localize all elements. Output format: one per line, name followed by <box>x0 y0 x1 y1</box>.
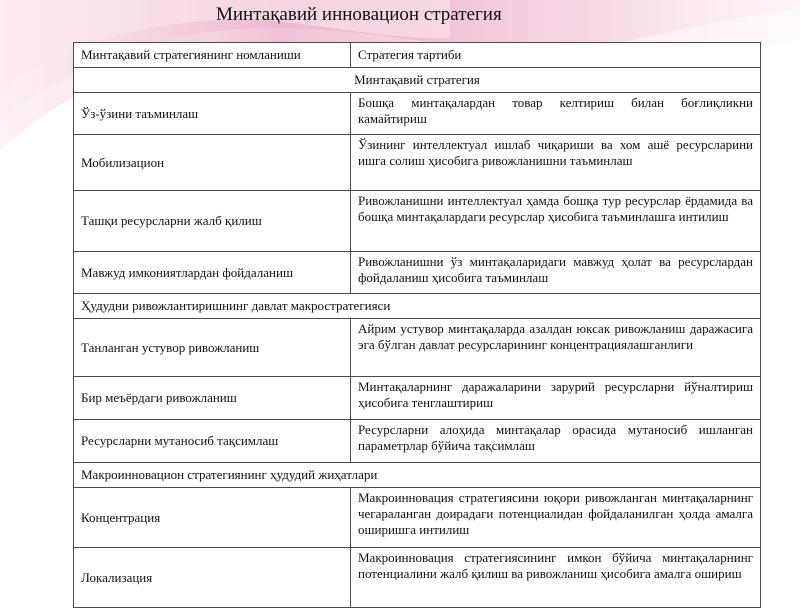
strategy-desc-cell: Ўзининг интеллектуал ишлаб чиқариши ва хом ашё ресурсларини ишга солиш ҳисобига ривожланишни таъминлаш <box>351 135 761 191</box>
slide-title: Минтақавий инновацион стратегия <box>216 4 502 25</box>
table-row <box>74 548 761 608</box>
table-row <box>74 135 761 191</box>
strategy-desc-cell: Ресурсларни алоҳида минтақалар орасида мутаносиб ишланган параметрлар бўйича тақсимлаш <box>351 420 761 463</box>
table-row <box>74 377 761 420</box>
strategy-name-cell: Ўз-ўзини таъминлаш <box>74 93 351 135</box>
table-row <box>74 319 761 377</box>
section-title-macroinnovation: Макроинновацион стратегиянинг ҳудудий жиҳатлари <box>74 463 761 488</box>
strategy-desc-cell: Минтақаларнинг даражаларини зарурий ресурсларни йўналтириш ҳисобига тенглаштириш <box>351 377 761 420</box>
strategy-desc-cell: Ривожланишни ўз минтақаларидаги мавжуд ҳолат ва ресурслардан фойдаланиш ҳисобига таъминлаш <box>351 252 761 294</box>
strategy-name-cell: Локализация <box>74 548 351 608</box>
strategy-table <box>73 42 761 608</box>
strategy-name-cell: Ресурсларни мутаносиб тақсимлаш <box>74 420 351 463</box>
strategy-name-cell: Концентрация <box>74 488 351 548</box>
section-title-regional: Минтақавий стратегия <box>74 68 761 93</box>
header-strategy-order: Стратегия тартиби <box>351 43 761 68</box>
section-title-macro: Ҳудудни ривожлантиришнинг давлат макростратегияси <box>74 294 761 319</box>
strategy-name-cell: Мобилизацион <box>74 135 351 191</box>
table-row <box>74 191 761 252</box>
strategy-name-cell: Бир меъёрдаги ривожланиш <box>74 377 351 420</box>
strategy-name-cell: Танланган устувор ривожланиш <box>74 319 351 377</box>
section-row <box>74 463 761 488</box>
strategy-name-cell: Мавжуд имкониятлардан фойдаланиш <box>74 252 351 294</box>
header-strategy-name: Минтақавий стратегиянинг номланиши <box>74 43 351 68</box>
strategy-desc-cell: Бошқа минтақалардан товар келтириш билан боғлиқликни камайтириш <box>351 93 761 135</box>
strategy-desc-cell: Айрим устувор минтақаларда азалдан юксак ривожланиш даражасига эга бўлган давлат ресурсларининг концентрациялашганлиги <box>351 319 761 377</box>
table-row <box>74 252 761 294</box>
section-row <box>74 68 761 93</box>
strategy-desc-cell: Ривожланишни интеллектуал ҳамда бошқа тур ресурслар ёрдамида ва бошқа минтақалардаги ресурслар ҳисобига таъминлашга интилиш <box>351 191 761 252</box>
table-row <box>74 488 761 548</box>
table-header-row <box>74 43 761 68</box>
strategy-desc-cell: Макроинновация стратегиясини юқори ривожланган минтақаларнинг чегараланган доирадаги потенциалидан фойдаланилган ҳолда амалга оширишга интилиш <box>351 488 761 548</box>
table-row <box>74 93 761 135</box>
strategy-desc-cell: Макроинновация стратегиясининг имкон бўйича минтақаларнинг потенциалини жалб қилиш ва ривожланиш ҳисобига амалга ошириш <box>351 548 761 608</box>
section-row <box>74 294 761 319</box>
strategy-name-cell: Ташқи ресурсларни жалб қилиш <box>74 191 351 252</box>
table-row <box>74 420 761 463</box>
